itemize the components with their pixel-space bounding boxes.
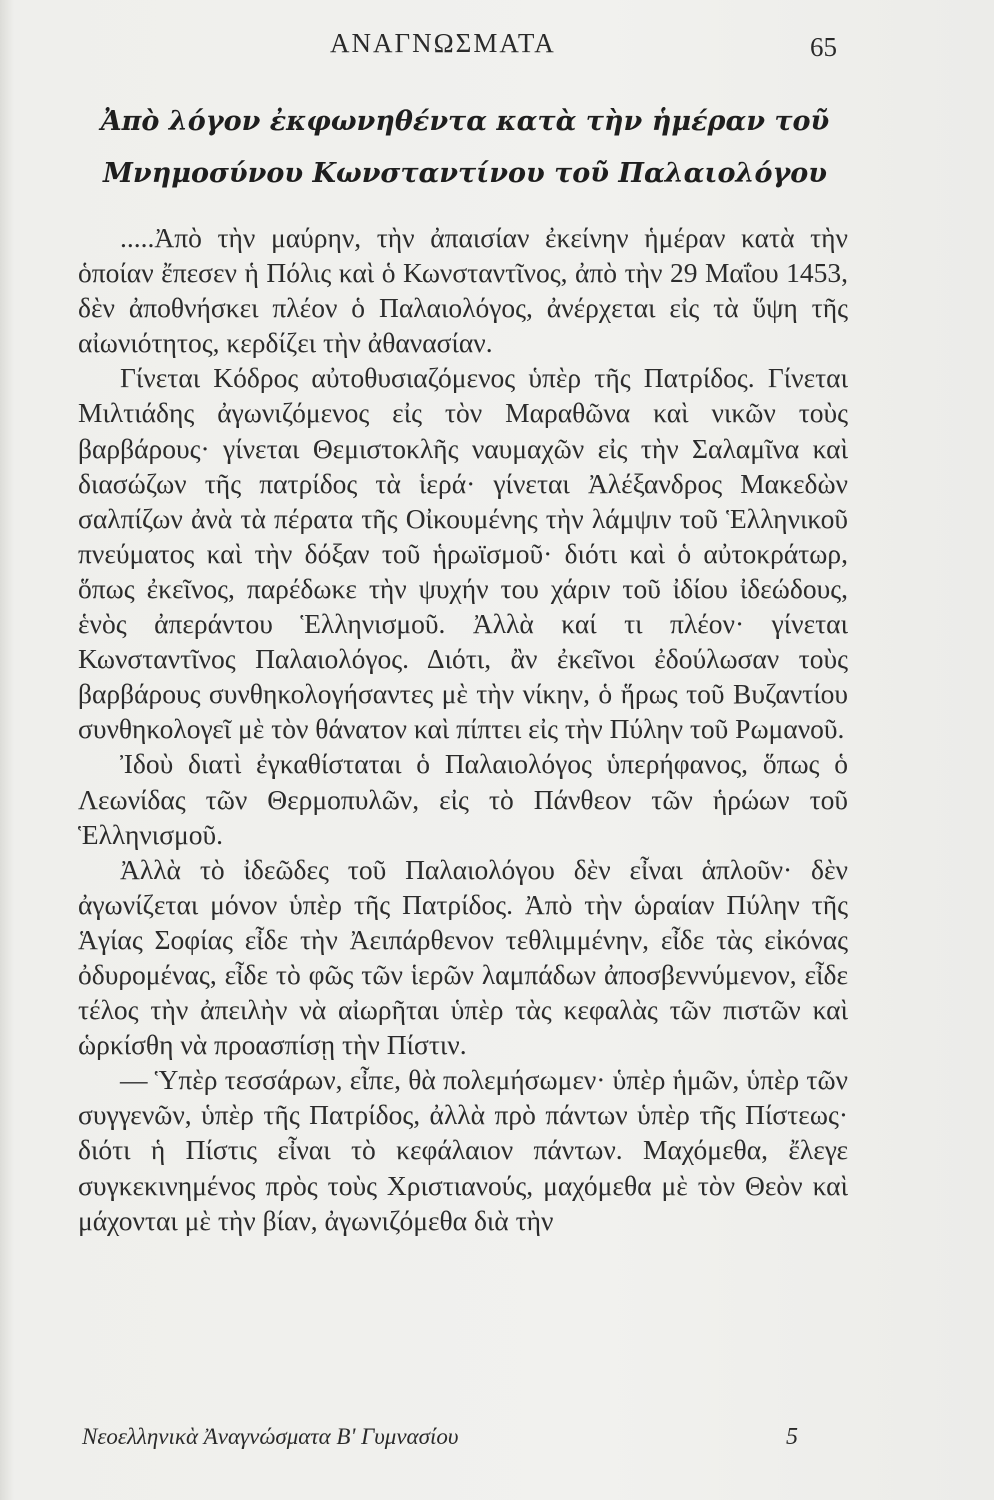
body-text (78, 220, 848, 1238)
paragraph: Γίνεται Κόδρος αὐτοθυσιαζόμενος ὑπὲρ τῆς Πατρίδος. Γίνεται Μιλτιάδης ἀγωνιζόμενος εἰς τὸν Μαραθῶνα καὶ νικῶν τοὺς βαρβάρους· γίνεται Θεμιστοκλῆς ναυμαχῶν εἰς τὴν Σαλαμῖνα καὶ διασώζων τῆς πατρίδος τὰ ἱερά· γίνεται Ἀλέξανδρος Μακεδὼν σαλπίζων ἀνὰ τὰ πέρατα τῆς Οἰκουμένης τὴν λάμψιν τοῦ Ἑλληνικοῦ πνεύματος καὶ τὴν δόξαν τοῦ ἡρωϊσμοῦ· διότι καὶ ὁ αὐτοκράτωρ, ὅπως ἐκεῖνος, παρέδωκε τὴν ψυχήν του χάριν τοῦ ἰδίου ἰδεώδους, ἑνὸς ἀπεράντου Ἑλληνισμοῦ. Ἀλλὰ καί τι πλέον· γίνεται Κωνσταντῖνος Παλαιολόγος. Διότι, ἂν ἐκεῖνοι ἐδούλωσαν τοὺς βαρβάρους συνθηκολογήσαντες μὲ τὴν νίκην, ὁ ἥρως τοῦ Βυζαντίου συνθηκολογεῖ μὲ τὸν θάνατον καὶ πίπτει εἰς τὴν Πύλην τοῦ Ρωμανοῦ. (78, 362, 848, 745)
footer-book-title: Νεοελληνικὰ Ἀναγνώσματα Β' Γυμνασίου (82, 1424, 459, 1449)
paragraph: .....Ἀπὸ τὴν μαύρην, τὴν ἀπαισίαν ἐκείνην ἡμέραν κατὰ τὴν ὁποίαν ἔπεσεν ἡ Πόλις καὶ ὁ Κωνσταντῖνος, ἀπὸ τὴν 29 Μαΐου 1453, δὲν ἀποθνήσκει πλέον ὁ Παλαιολόγος, ἀνέρχεται εἰς τὰ ὕψη τῆς αἰωνιότητος, κερδίζει τὴν ἀθανασίαν. (78, 222, 848, 359)
page-header (0, 28, 994, 68)
section-title-line-2: Μνημοσύνου Κωνσταντίνου τοῦ Παλαιολόγου (102, 158, 828, 189)
page-footer (0, 1424, 994, 1464)
paragraph: — Ὑπὲρ τεσσάρων, εἶπε, θὰ πολεμήσωμεν· ὑπὲρ ἡμῶν, ὑπὲρ τῶν συγγενῶν, ὑπὲρ τῆς Πατρίδος, ἀλλὰ πρὸ πάντων ὑπὲρ τῆς Πίστεως· διότι ἡ Πίστις εἶναι τὸ κεφάλαιον πάντων. Μαχόμεθα, ἔλεγε συγκεκινημένος πρὸς τοὺς Χριστιανούς, μαχόμεθα μὲ τὸν Θεὸν καὶ μάχονται μὲ τὴν βίαν, ἀγωνιζόμεθα διὰ τὴν (78, 1064, 848, 1236)
page-number: 65 (810, 32, 837, 62)
running-head: ΑΝΑΓΝΩΣΜΑΤΑ (330, 28, 556, 58)
section-title (70, 96, 860, 200)
paragraph: Ἀλλὰ τὸ ἰδεῶδες τοῦ Παλαιολόγου δὲν εἶναι ἁπλοῦν· δὲν ἀγωνίζεται μόνον ὑπὲρ τῆς Πατρίδος. Ἀπὸ τὴν ὡραίαν Πύλην τῆς Ἁγίας Σοφίας εἶδε τὴν Ἀειπάρθενον τεθλιμμένην, εἶδε τὰς εἰκόνας ὀδυρομένας, εἶδε τὸ φῶς τῶν ἱερῶν λαμπάδων ἀποσβεννύμενον, εἶδε τέλος τὴν ἀπειλὴν νὰ αἰωρῆται ὑπὲρ τὰς κεφαλὰς τῶν πιστῶν καὶ ὡρκίσθη νὰ προασπίσῃ τὴν Πίστιν. (78, 853, 848, 1061)
paragraph: Ἰδοὺ διατὶ ἐγκαθίσταται ὁ Παλαιολόγος ὑπερήφανος, ὅπως ὁ Λεωνίδας τῶν Θερμοπυλῶν, εἰς τὸ Πάνθεον τῶν ἡρώων τοῦ Ἑλληνισμοῦ. (78, 748, 848, 850)
signature-mark: 5 (786, 1424, 798, 1450)
section-title-line-1: Ἀπὸ λόγον ἐκφωνηθέντα κατὰ τὴν ἡμέραν τοῦ (100, 106, 830, 137)
